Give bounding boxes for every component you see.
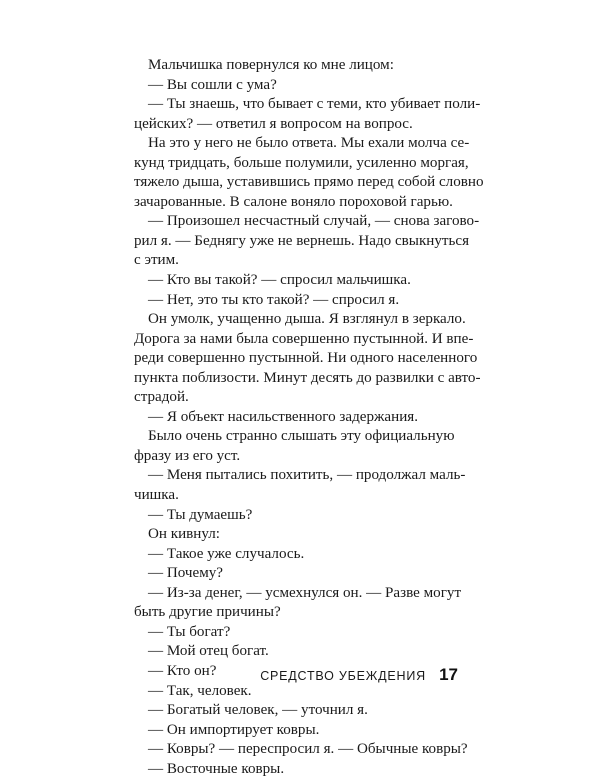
text-line: тяжело дыша, уставившись прямо перед собой словно [134, 174, 484, 191]
text-line: Дорога за нами была совершенно пустынной. И впе- [134, 330, 474, 347]
text-line: быть другие причины? [134, 604, 281, 621]
text-line: — Нет, это ты кто такой? — спросил я. [148, 291, 400, 308]
text-line: цейских? — ответил я вопросом на вопрос. [134, 115, 413, 132]
text-line: Мальчишка повернулся ко мне лицом: [148, 57, 394, 73]
text-line: фразу из его уст. [134, 447, 241, 464]
text-line: — Произошел несчастный случай, — снова загово- [148, 213, 480, 230]
text-line: — Кто вы такой? — спросил мальчишка. [148, 272, 411, 289]
text-line: — Кто он? [148, 662, 217, 679]
text-line: Было очень странно слышать эту официальную [148, 428, 455, 445]
text-line: — Восточные ковры. [148, 760, 285, 777]
text-line: с этим. [134, 252, 179, 269]
text-line: — Ты богат? [148, 623, 231, 640]
text-line: кунд тридцать, больше полумили, усиленно моргая, [134, 154, 469, 171]
text-line: чишка. [134, 487, 179, 504]
text-line: Он умолк, учащенно дыша. Я взглянул в зеркало. [148, 311, 466, 328]
text-line: пункта поблизости. Минут десять до развилки с авто- [134, 369, 481, 386]
text-line: — Так, человек. [148, 682, 252, 699]
text-line: На это у него не было ответа. Мы ехали молча се- [148, 135, 470, 152]
running-title: СРЕДСТВО УБЕЖДЕНИЯ [260, 669, 426, 683]
text-line: реди совершенно пустынной. Ни одного населенного [134, 350, 478, 367]
text-line: — Ковры? — переспросил я. — Обычные ковры? [148, 741, 468, 758]
text-line: — Вы сошли с ума? [148, 76, 277, 93]
text-line: зачарованные. В салоне воняло пороховой гарью. [134, 193, 453, 210]
text-line: — Богатый человек, — уточнил я. [148, 702, 368, 719]
text-line: страдой. [134, 389, 189, 406]
text-line: — Я объект насильственного задержания. [148, 408, 418, 425]
page-footer [134, 666, 466, 688]
text-line: — Ты думаешь? [148, 506, 253, 523]
text-line: — Он импортирует ковры. [148, 721, 320, 738]
text-line: рил я. — Беднягу уже не вернешь. Надо свыкнуться [134, 232, 470, 249]
text-line: — Из-за денег, — усмехнулся он. — Разве могут [148, 584, 462, 601]
text-line: — Почему? [148, 565, 224, 582]
text-line: — Меня пытались похитить, — продолжал маль- [148, 467, 466, 484]
text-line: Он кивнул: [148, 526, 220, 543]
text-line: — Ты знаешь, что бывает с теми, кто убивает поли- [148, 96, 481, 113]
text-line: — Такое уже случалось. [148, 545, 305, 562]
page-number: 17 [439, 665, 458, 684]
text-line: — Мой отец богат. [148, 643, 269, 660]
